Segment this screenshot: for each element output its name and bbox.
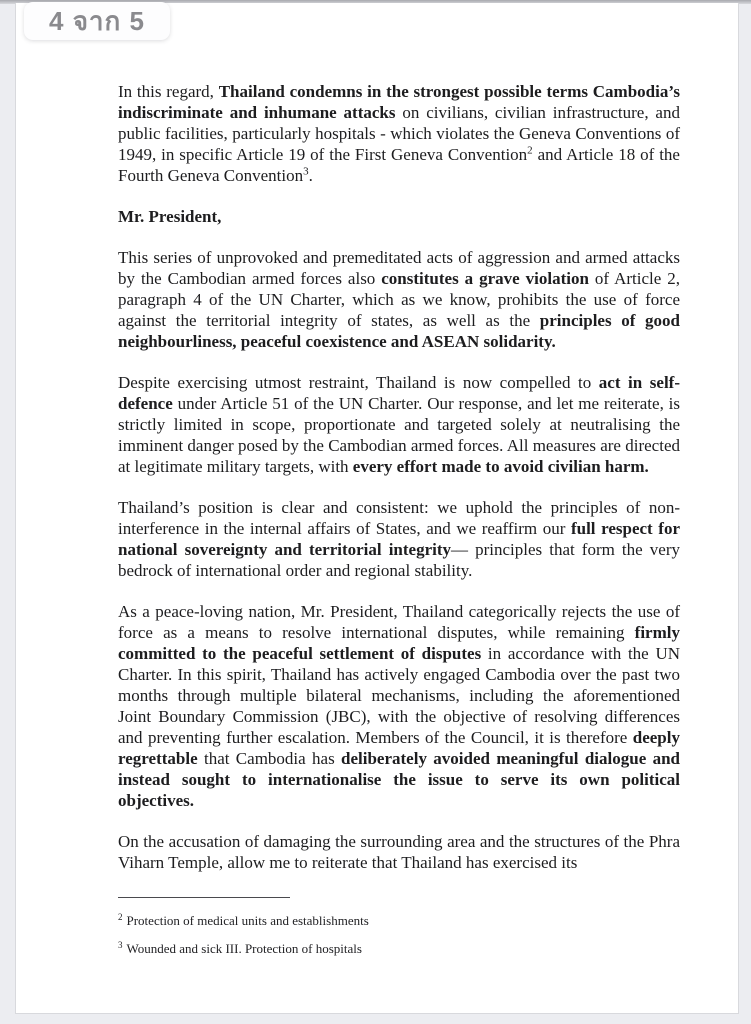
footnote-2-text: Protection of medical units and establishments (126, 913, 369, 928)
paragraph-self-defence: Despite exercising utmost restraint, Thailand is now compelled to act in self-defence under Article 51 of the UN Charter. Our response, and let me reiterate, is strictly limited in scope, proportionate and targeted solely at neutralising the imminent danger posed by the Cambodian armed forces. All measures are directed at legitimate military targets, with every effort made to avoid civilian harm. (118, 373, 681, 476)
document-text (118, 81, 680, 873)
footnote-3-marker: 3 (118, 939, 123, 950)
footnote-2 (118, 913, 680, 928)
salutation-heading: Mr. President, (118, 207, 222, 226)
paragraph-peaceful-settlement: As a peace-loving nation, Mr. President, Thailand categorically rejects the use of force as a means to resolve international disputes, while remaining firmly committed to the peaceful settlement of disputes in accordance with the UN Charter. In this spirit, Thailand has actively engaged Cambodia over the past two months through multiple bilateral mechanisms, including the aforementioned Joint Boundary Commission (JBC), with the objective of resolving differences and preventing further escalation. Members of the Council, it is therefore deeply regrettable that Cambodia has deliberately avoided meaningful dialogue and instead sought to internationalise the issue to serve its own political objectives. (118, 602, 680, 810)
paragraph-temple-accusation: On the accusation of damaging the surrounding area and the structures of the Phra Viharn Temple, allow me to reiterate that Thailand has exercised its (118, 832, 680, 872)
paragraph-condemnation: In this regard, Thailand condemns in the strongest possible terms Cambodia’s indiscriminate and inhumane attacks on civilians, civilian infrastructure, and public facilities, particularly hospitals - which violates the Geneva Conventions of 1949, in specific Article 19 of the First Geneva Convention$^2$ and Article 18 of the Fourth Geneva Convention$^3$. (118, 82, 680, 185)
paragraph-un-charter-violation: This series of unprovoked and premeditated acts of aggression and armed attacks by the Cambodian armed forces also constitutes a grave violation of Article 2, paragraph 4 of the UN Charter, which as we know, prohibits the use of force against the territorial integrity of states, as well as the principles of good neighbourliness, peaceful coexistence and ASEAN solidarity. (118, 248, 681, 351)
footnote-divider (118, 897, 290, 898)
paragraph-position: Thailand’s position is clear and consistent: we uphold the principles of non-interference in the internal affairs of States, and we reaffirm our full respect for national sovereignty and territorial integrity— principles that form the very bedrock of international order and regional stability. (118, 498, 680, 580)
footnote-3 (118, 941, 680, 956)
footnotes-section (118, 897, 680, 969)
page-indicator-badge (24, 2, 170, 40)
footnote-3-text: Wounded and sick III. Protection of hospitals (126, 941, 362, 956)
page-indicator-label: 4 จาก 5 (49, 5, 145, 36)
footnote-2-marker: 2 (118, 911, 123, 922)
document-page (15, 3, 739, 1014)
